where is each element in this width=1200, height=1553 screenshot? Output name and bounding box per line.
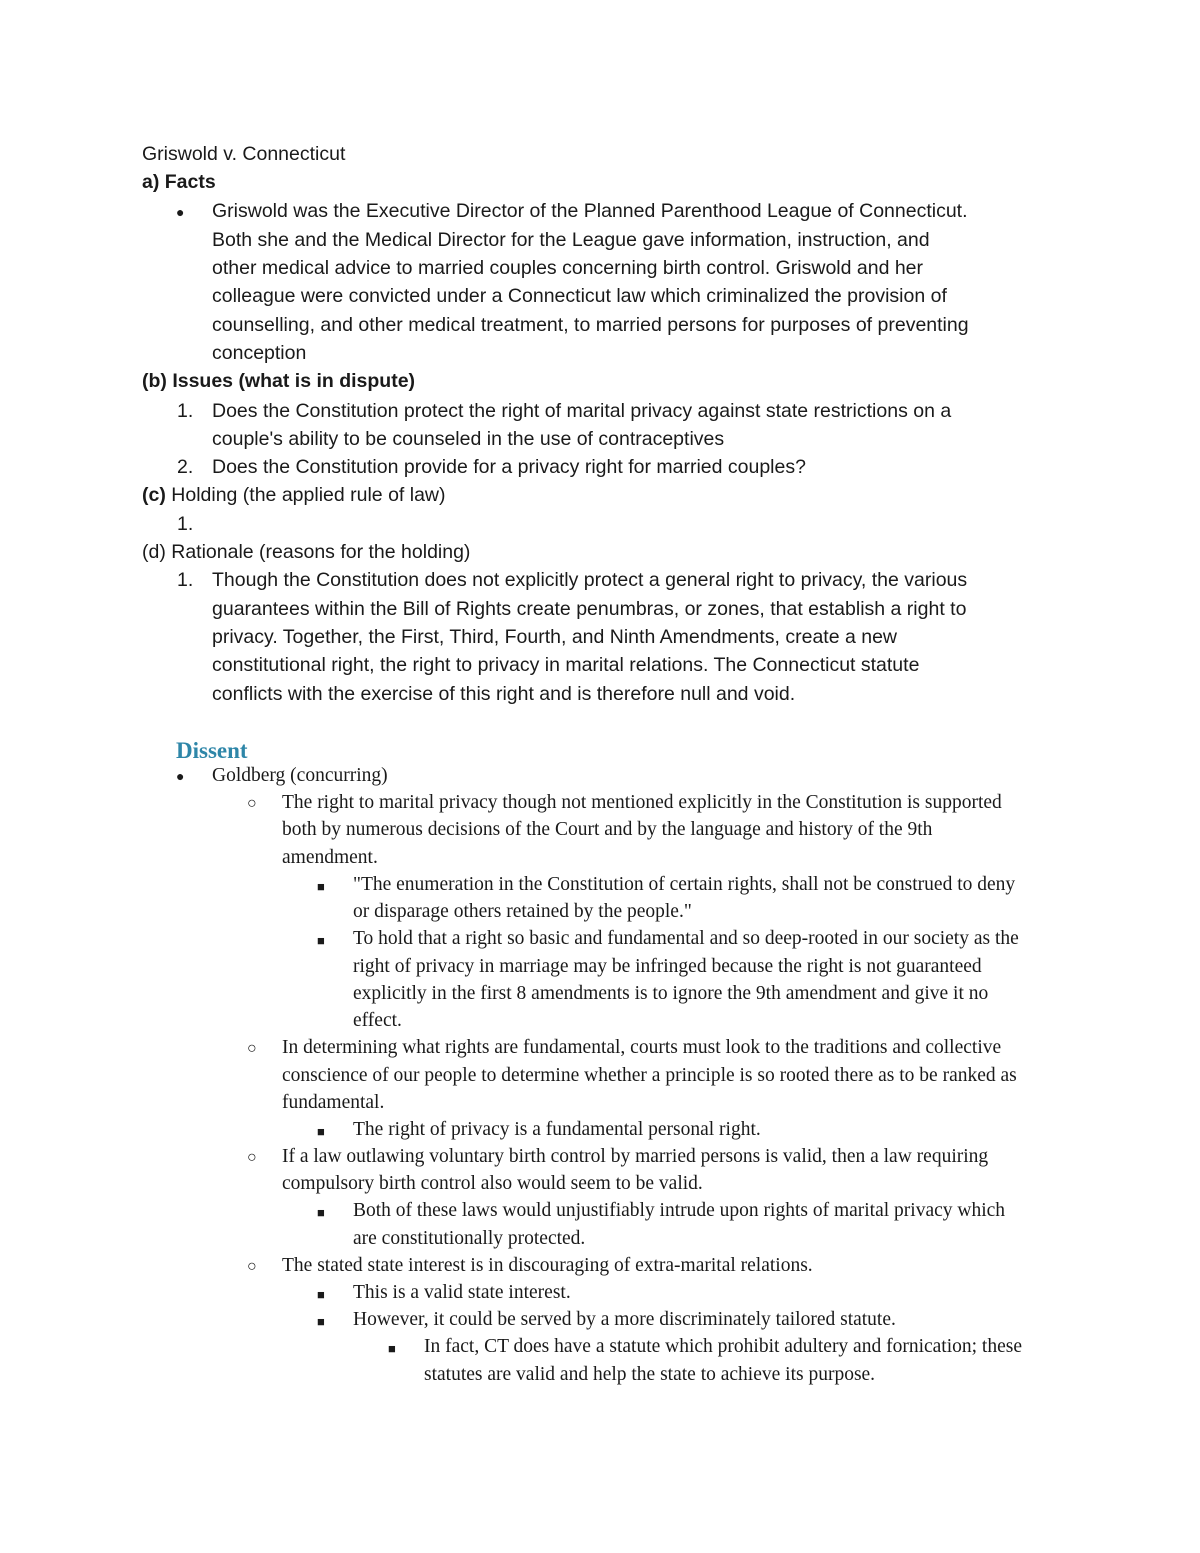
goldberg-label: Goldberg (concurring) xyxy=(212,765,388,786)
rationale-heading: (d) Rationale (reasons for the holding) xyxy=(142,541,471,563)
facts-line: conception xyxy=(212,342,307,364)
dissent-line: both by numerous decisions of the Court and by the language and history of the 9th xyxy=(282,819,933,840)
rationale-line: constitutional right, the right to privacy in marital relations. The Connecticut statute xyxy=(212,654,920,676)
holding-heading xyxy=(142,484,446,507)
dissent-line: effect. xyxy=(353,1010,402,1031)
square-bullet-icon: ■ xyxy=(317,1124,325,1139)
facts-bullet-icon: ● xyxy=(176,204,185,220)
dissent-line: are constitutionally protected. xyxy=(353,1228,586,1249)
dissent-line: In determining what rights are fundamental, courts must look to the traditions and collective xyxy=(282,1037,1002,1058)
rationale-line: privacy. Together, the First, Third, Fourth, and Ninth Amendments, create a new xyxy=(212,626,898,648)
dissent-line: statutes are valid and help the state to achieve its purpose. xyxy=(424,1364,876,1385)
circle-bullet-icon: ○ xyxy=(247,795,257,812)
rationale-line: conflicts with the exercise of this right and is therefore null and void. xyxy=(212,683,796,705)
issue-number: 1. xyxy=(177,400,194,422)
square-bullet-icon: ■ xyxy=(317,1287,325,1302)
dissent-line: or disparage others retained by the people." xyxy=(353,901,692,922)
circle-bullet-icon: ○ xyxy=(247,1149,257,1166)
circle-bullet-icon: ○ xyxy=(247,1040,257,1057)
square-bullet-icon: ■ xyxy=(317,933,325,948)
circle-bullet-icon: ○ xyxy=(247,1258,257,1275)
dissent-line: The right of privacy is a fundamental personal right. xyxy=(353,1119,761,1140)
dissent-line: The stated state interest is in discouraging of extra-marital relations. xyxy=(282,1255,813,1276)
dissent-line: In fact, CT does have a statute which prohibit adultery and fornication; these xyxy=(424,1336,1022,1357)
holding-label-bold: (c) xyxy=(142,484,166,506)
square-bullet-icon: ■ xyxy=(317,879,325,894)
bullet-icon: ● xyxy=(176,770,185,785)
facts-line: counselling, and other medical treatment, to married persons for purposes of preventing xyxy=(212,314,969,336)
dissent-line: amendment. xyxy=(282,847,378,868)
dissent-heading: Dissent xyxy=(176,738,248,763)
issue-line: Does the Constitution provide for a privacy right for married couples? xyxy=(212,456,806,478)
facts-line: Griswold was the Executive Director of the Planned Parenthood League of Connecticut. xyxy=(212,200,968,222)
square-bullet-icon: ■ xyxy=(317,1205,325,1220)
dissent-line: explicitly in the first 8 amendments is to ignore the 9th amendment and give it no xyxy=(353,983,989,1004)
square-bullet-icon: ■ xyxy=(317,1314,325,1329)
dissent-line: This is a valid state interest. xyxy=(353,1282,571,1303)
holding-number: 1. xyxy=(177,513,194,535)
issue-line: couple's ability to be counseled in the use of contraceptives xyxy=(212,428,725,450)
dissent-line: Both of these laws would unjustifiably intrude upon rights of marital privacy which xyxy=(353,1200,1006,1221)
issues-heading: (b) Issues (what is in dispute) xyxy=(142,370,416,392)
document-title: Griswold v. Connecticut xyxy=(142,143,346,165)
dissent-line: "The enumeration in the Constitution of certain rights, shall not be construed to deny xyxy=(353,874,1016,895)
dissent-line: To hold that a right so basic and fundamental and so deep-rooted in our society as the xyxy=(353,928,1019,949)
dissent-line: compulsory birth control also would seem to be valid. xyxy=(282,1173,703,1194)
dissent-line: conscience of our people to determine whether a principle is so rooted there as to be ranked as xyxy=(282,1065,1017,1086)
dissent-line: fundamental. xyxy=(282,1092,385,1113)
dissent-line: right of privacy in marriage may be infringed because the right is not guaranteed xyxy=(353,956,982,977)
facts-line: Both she and the Medical Director for the League gave information, instruction, and xyxy=(212,229,930,251)
facts-line: colleague were convicted under a Connecticut law which criminalized the provision of xyxy=(212,285,947,307)
facts-line: other medical advice to married couples concerning birth control. Griswold and her xyxy=(212,257,924,279)
dissent-line: The right to marital privacy though not mentioned explicitly in the Constitution is supported xyxy=(282,792,1002,813)
dissent-line: However, it could be served by a more discriminately tailored statute. xyxy=(353,1309,896,1330)
dissent-line: If a law outlawing voluntary birth control by married persons is valid, then a law requiring xyxy=(282,1146,989,1167)
rationale-line: guarantees within the Bill of Rights create penumbras, or zones, that establish a right to xyxy=(212,598,967,620)
issue-line: Does the Constitution protect the right of marital privacy against state restrictions on a xyxy=(212,400,952,422)
square-bullet-icon: ■ xyxy=(388,1341,396,1356)
rationale-line: Though the Constitution does not explicitly protect a general right to privacy, the various xyxy=(212,569,968,591)
holding-label-rest: Holding (the applied rule of law) xyxy=(165,484,446,506)
facts-heading: a) Facts xyxy=(142,171,216,193)
issue-number: 2. xyxy=(177,456,194,478)
rationale-number: 1. xyxy=(177,569,194,591)
